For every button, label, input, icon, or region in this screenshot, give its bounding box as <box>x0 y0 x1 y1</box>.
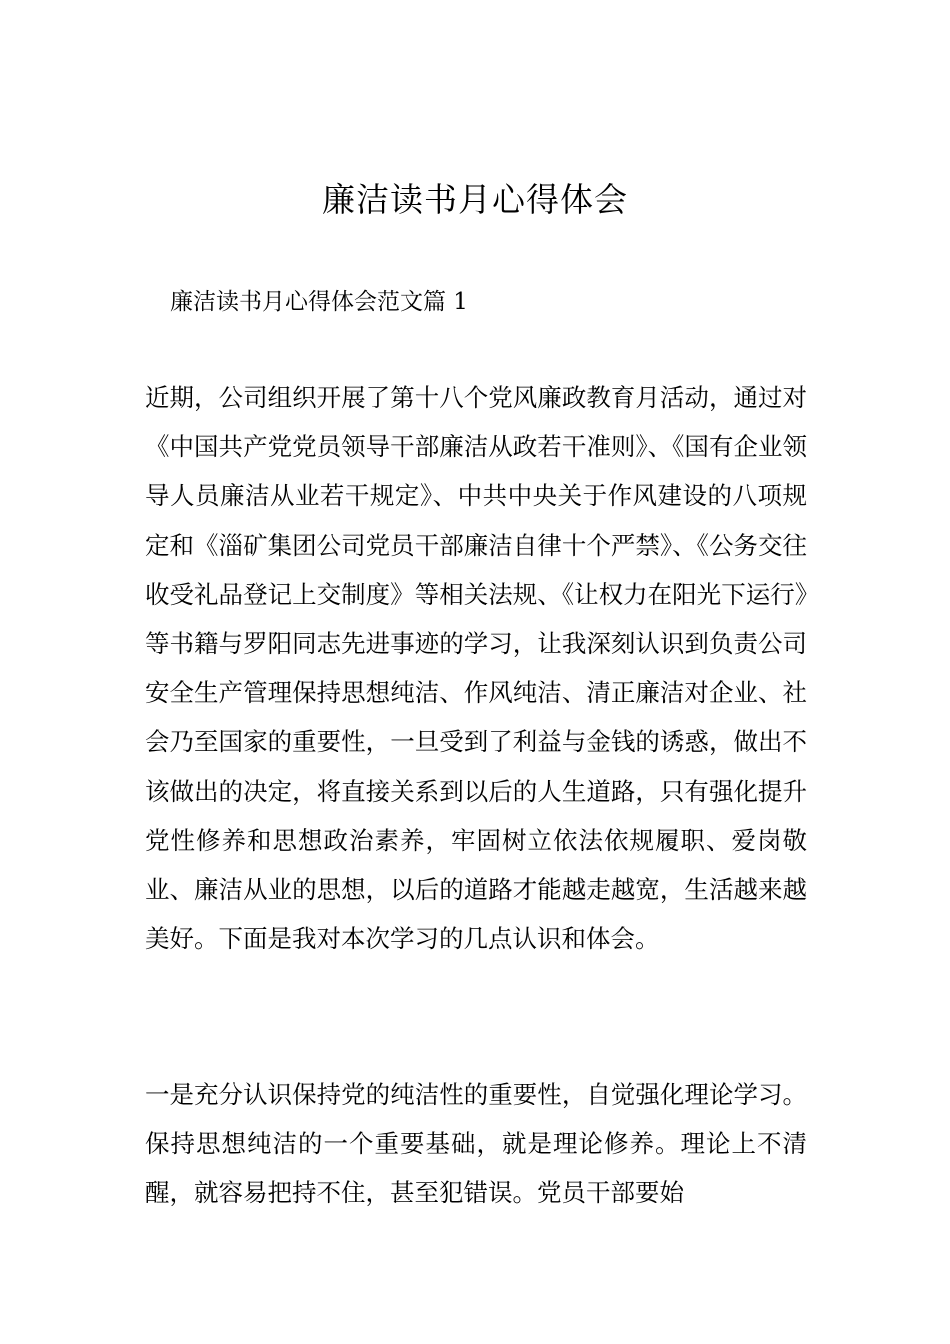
document-subtitle: 廉洁读书月心得体会范文篇 1 <box>170 289 468 315</box>
document-title: 廉洁读书月心得体会 <box>322 180 628 219</box>
body-paragraph: 近期，公司组织开展了第十八个党风廉政教育月活动，通过对《中国共产党党员领导干部廉洁从政若干准则》、《国有企业领导人员廉洁从业若干规定》、中共中央关于作风建设的八项规定和《淄矿集团公司党员干部廉洁自律十个严禁》、《公务交往收受礼品登记上交制度》等相关法规、《让权力在阳光下运行》等书籍与罗阳同志先进事迹的学习，让我深刻认识到负责公司安全生产管理保持思想纯洁、作风纯洁、清正廉洁对企业、社会乃至国家的重要性，一旦受到了利益与金钱的诱惑，做出不该做出的决定，将直接关系到以后的人生道路，只有强化提升党性修养和思想政治素养，牢固树立依法依规履职、爱岗敬业、廉洁从业的思想，以后的道路才能越走越宽，生活越来越美好。下面是我对本次学习的几点认识和体会。 <box>145 383 807 954</box>
body-paragraph: 一是充分认识保持党的纯洁性的重要性，自觉强化理论学习。保持思想纯洁的一个重要基础，就是理论修养。理论上不清醒，就容易把持不住，甚至犯错误。党员干部要始 <box>145 1080 807 1208</box>
